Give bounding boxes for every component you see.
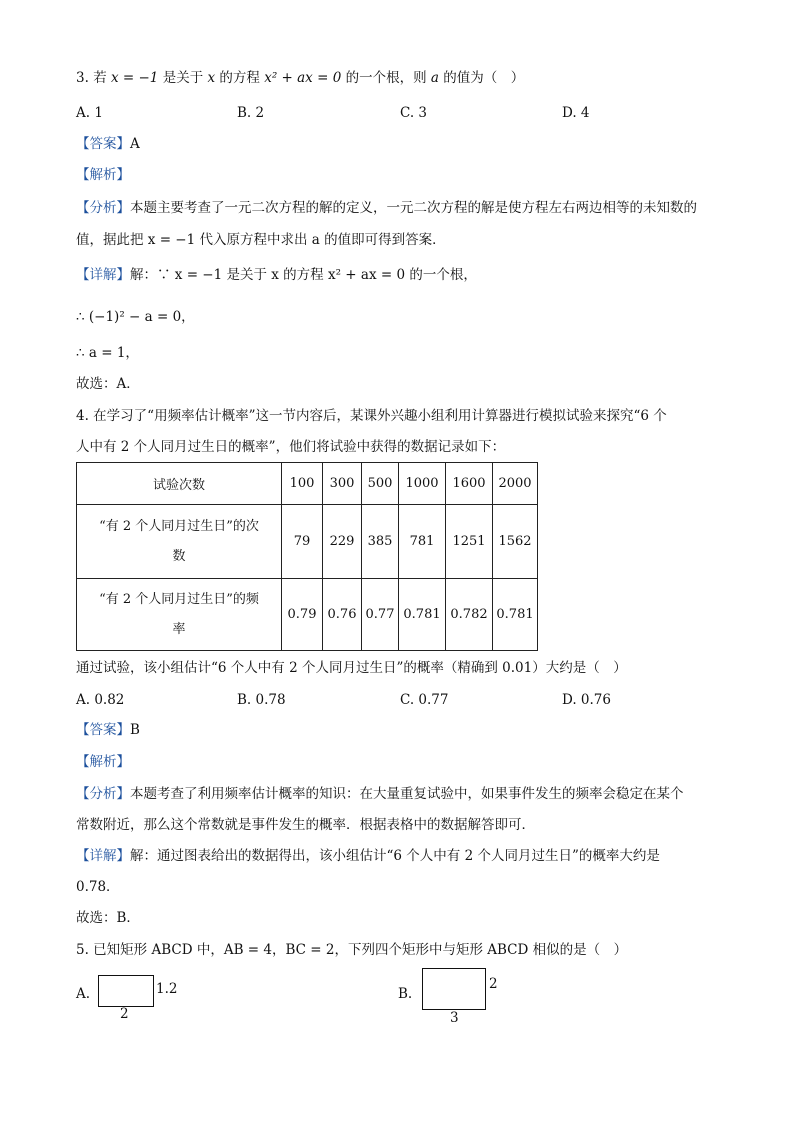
row-label: 试验次数	[77, 463, 282, 505]
q4-option-c: C. 0.77	[400, 692, 449, 708]
table-cell: 2000	[493, 463, 538, 505]
table-cell: 500	[362, 463, 399, 505]
q3-step-1: ∴ (−1)² − a = 0，	[76, 309, 195, 325]
q3-xiangjie: 【详解】解：∵ x = −1 是关于 x 的方程 x² + ax = 0 的一个根，	[76, 267, 477, 283]
table-row	[77, 579, 538, 651]
rectangle-b-side: 2	[489, 976, 498, 992]
table-cell: 1562	[493, 505, 538, 579]
q3-stem: 3. 若 x = −1 是关于 x 的方程 x² + ax = 0 的一个根，则 a 的值为（ ）	[76, 70, 525, 86]
rectangle-a-bottom: 2	[120, 1006, 129, 1022]
q4-question: 通过试验，该小组估计“6 个人中有 2 个人同月过生日”的概率（精确到 0.01）大约是（ ）	[76, 660, 627, 676]
row-label: “有 2 个人同月过生日”的频 率	[77, 579, 282, 651]
q4-xiangjie-2: 0.78．	[76, 879, 120, 895]
q3-fenxi-1: 【分析】本题主要考查了一元二次方程的解的定义，一元二次方程的解是使方程左右两边相等的未知数的	[76, 200, 697, 216]
table-row	[77, 505, 538, 579]
table-cell: 0.781	[399, 579, 446, 651]
table-cell: 0.79	[282, 579, 323, 651]
option-label: A.	[76, 986, 91, 1002]
table-cell: 0.781	[493, 579, 538, 651]
q3-option-a: A. 1	[76, 105, 103, 121]
table-cell: 1251	[446, 505, 493, 579]
rectangle-b-bottom: 3	[450, 1010, 459, 1026]
table-cell: 781	[399, 505, 446, 579]
table-cell: 229	[323, 505, 362, 579]
table-cell: 0.782	[446, 579, 493, 651]
q4-fenxi-1: 【分析】本题考查了利用频率估计概率的知识：在大量重复试验中，如果事件发生的频率会稳定在某个	[76, 786, 684, 802]
q4-data-table	[76, 462, 538, 651]
q3-fenxi-2: 值，据此把 x = −1 代入原方程中求出 a 的值即可得到答案．	[76, 232, 446, 248]
table-cell: 0.76	[323, 579, 362, 651]
q4-stem-1: 4. 在学习了“用频率估计概率”这一节内容后，某课外兴趣小组利用计算器进行模拟试验来探究“6 个	[76, 408, 667, 424]
q4-stem-2: 人中有 2 个人同月过生日的概率”，他们将试验中获得的数据记录如下：	[76, 439, 506, 455]
q4-analysis-tag: 【解析】	[76, 754, 130, 770]
q4-option-b: B. 0.78	[237, 692, 286, 708]
option-label: B.	[398, 986, 413, 1002]
q4-fenxi-2: 常数附近，那么这个常数就是事件发生的概率．根据表格中的数据解答即可．	[76, 817, 535, 833]
q5-stem: 5. 已知矩形 ABCD 中，AB = 4，BC = 2，下列四个矩形中与矩形 ABCD 相似的是（ ）	[76, 942, 628, 958]
table-row	[77, 463, 538, 505]
q3-analysis-tag: 【解析】	[76, 167, 130, 183]
rectangle-b	[422, 968, 486, 1010]
q3-choose: 故选：A．	[76, 376, 140, 392]
q3-option-d: D. 4	[562, 105, 590, 121]
table-cell: 100	[282, 463, 323, 505]
table-cell: 79	[282, 505, 323, 579]
table-cell: 0.77	[362, 579, 399, 651]
table-cell: 1600	[446, 463, 493, 505]
q3-option-b: B. 2	[237, 105, 265, 121]
rectangle-a	[98, 975, 154, 1007]
q3-step-2: ∴ a = 1，	[76, 345, 139, 361]
row-label: “有 2 个人同月过生日”的次 数	[77, 505, 282, 579]
q4-xiangjie-1: 【详解】解：通过图表给出的数据得出，该小组估计“6 个人中有 2 个人同月过生日”的概率大约是	[76, 848, 660, 864]
q4-option-a: A. 0.82	[76, 692, 125, 708]
q4-choose: 故选：B．	[76, 910, 140, 926]
rectangle-a-side: 1.2	[156, 981, 178, 997]
table-cell: 300	[323, 463, 362, 505]
q4-option-d: D. 0.76	[562, 692, 611, 708]
q3-answer: 【答案】A	[76, 136, 140, 152]
table-cell: 1000	[399, 463, 446, 505]
q3-option-c: C. 3	[400, 105, 428, 121]
q4-answer: 【答案】B	[76, 722, 140, 738]
table-cell: 385	[362, 505, 399, 579]
